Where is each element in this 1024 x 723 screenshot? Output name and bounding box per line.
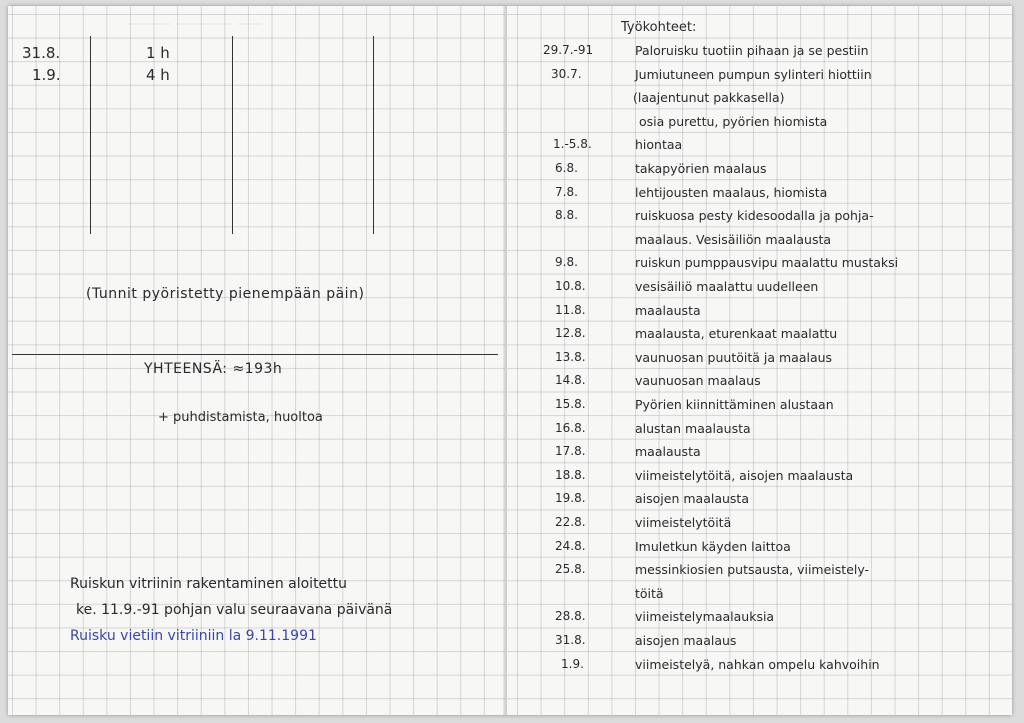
work-entry-date: 7.8. <box>555 184 578 199</box>
work-entry-date: 31.8. <box>555 633 586 647</box>
display-note-blue: Ruisku vietiin vitriiniin la 9.11.1991 <box>70 628 317 644</box>
work-entry-date: 17.8. <box>555 444 586 459</box>
work-entry-date: 13.8. <box>555 349 586 364</box>
work-entry-date: 22.8. <box>555 515 586 529</box>
work-entry-task: osia purettu, pyörien hiomista <box>639 113 828 129</box>
work-entry-task: takapyörien maalaus <box>635 161 767 176</box>
hours-value: 4 h <box>146 66 170 84</box>
work-entry-task: ruiskun pumppausvipu maalattu mustaksi <box>635 255 899 271</box>
work-entry-task: vaunuosan maalaus <box>635 373 761 389</box>
work-entry-task: alustan maalausta <box>635 420 751 436</box>
cleaning-note: + puhdistamista, huoltoa <box>158 410 323 425</box>
table-column-line <box>373 36 374 234</box>
work-entry-task: töitä <box>635 585 664 601</box>
work-entry-date: 28.8. <box>555 609 586 624</box>
work-entry-task: viimeistelytöitä, aisojen maalausta <box>635 467 854 483</box>
work-entry-task: ruiskuosa pesty kidesoodalla ja pohja- <box>635 208 874 224</box>
rounding-note: (Tunnit pyöristetty pienempään päin) <box>86 286 365 302</box>
work-entry-date: 16.8. <box>555 420 586 435</box>
work-entry-date: 15.8. <box>555 397 586 411</box>
work-entry-task: maalausta, eturenkaat maalattu <box>635 326 838 342</box>
work-entry-date: 10.8. <box>555 279 586 293</box>
work-entry-task: Pyörien kiinnittäminen alustaan <box>635 397 834 412</box>
work-entry-date: 24.8. <box>555 538 586 553</box>
left-page <box>8 6 505 715</box>
work-entry-task: Imuletkun käyden laittoa <box>635 538 791 554</box>
work-entry-task: hiontaa <box>635 137 683 153</box>
work-entry-task: vaunuosan puutöitä ja maalaus <box>635 349 833 365</box>
table-column-line <box>232 36 233 234</box>
work-entry-date: 1.9. <box>561 656 584 671</box>
work-entry-date: 14.8. <box>555 373 586 388</box>
work-entry-task: messinkiosien putsausta, viimeistely- <box>635 562 870 578</box>
hours-date: 31.8. <box>22 44 61 62</box>
work-entry-date: 8.8. <box>555 208 578 223</box>
work-entry-task: viimeistelytöitä <box>635 515 732 530</box>
work-entry-task: Jumiutuneen pumpun sylinteri hiottiin <box>635 66 872 82</box>
work-entry-date: 18.8. <box>555 467 586 482</box>
work-entry-date: 29.7.-91 <box>543 43 594 57</box>
work-entry-task: vesisäiliö maalattu uudelleen <box>635 279 819 294</box>
hours-date: 1.9. <box>32 66 61 84</box>
display-note: Ruiskun vitriinin rakentaminen aloitettu <box>70 576 348 592</box>
work-entry-task: aisojen maalaus <box>635 633 737 648</box>
work-entry-date: 25.8. <box>555 562 586 577</box>
display-note: ke. 11.9.-91 pohjan valu seuraavana päivänä <box>76 602 393 618</box>
hours-value: 1 h <box>146 44 170 62</box>
work-entry-date: 6.8. <box>555 161 578 175</box>
work-entry-task: maalausta <box>635 302 701 318</box>
show-through-text: ⎯⎯⎯⎯ ⎯⎯⎯⎯⎯⎯⎯⎯⎯ ⎯⎯⎯⎯⎯⎯⎯ <box>128 16 263 30</box>
work-entry-task: lehtijousten maalaus, hiomista <box>635 184 828 200</box>
work-entry-task: viimeistelyä, nahkan ompelu kahvoihin <box>635 656 880 672</box>
work-entry-date: 11.8. <box>555 302 586 317</box>
work-heading: Työkohteet: <box>621 20 697 35</box>
work-entry-task: aisojen maalausta <box>635 491 749 507</box>
work-entry-date: 1.-5.8. <box>553 137 592 152</box>
divider-line <box>12 354 498 355</box>
table-column-line <box>90 36 91 234</box>
total-hours: YHTEENSÄ: ≈193h <box>144 361 283 377</box>
work-entry-date: 12.8. <box>555 326 586 341</box>
work-entry-date: 30.7. <box>551 66 582 81</box>
work-entry-date: 19.8. <box>555 491 586 506</box>
notebook-spread <box>8 6 1012 715</box>
right-page <box>507 6 1012 715</box>
work-entry-task: maalausta <box>635 444 701 460</box>
work-entry-date: 9.8. <box>555 255 578 270</box>
work-entry-task: viimeistelymaalauksia <box>635 609 775 625</box>
work-entry-task: maalaus. Vesisäiliön maalausta <box>635 231 832 247</box>
work-entry-task: Paloruisku tuotiin pihaan ja se pestiin <box>635 43 869 58</box>
work-entry-task: (laajentunut pakkasella) <box>633 90 785 106</box>
